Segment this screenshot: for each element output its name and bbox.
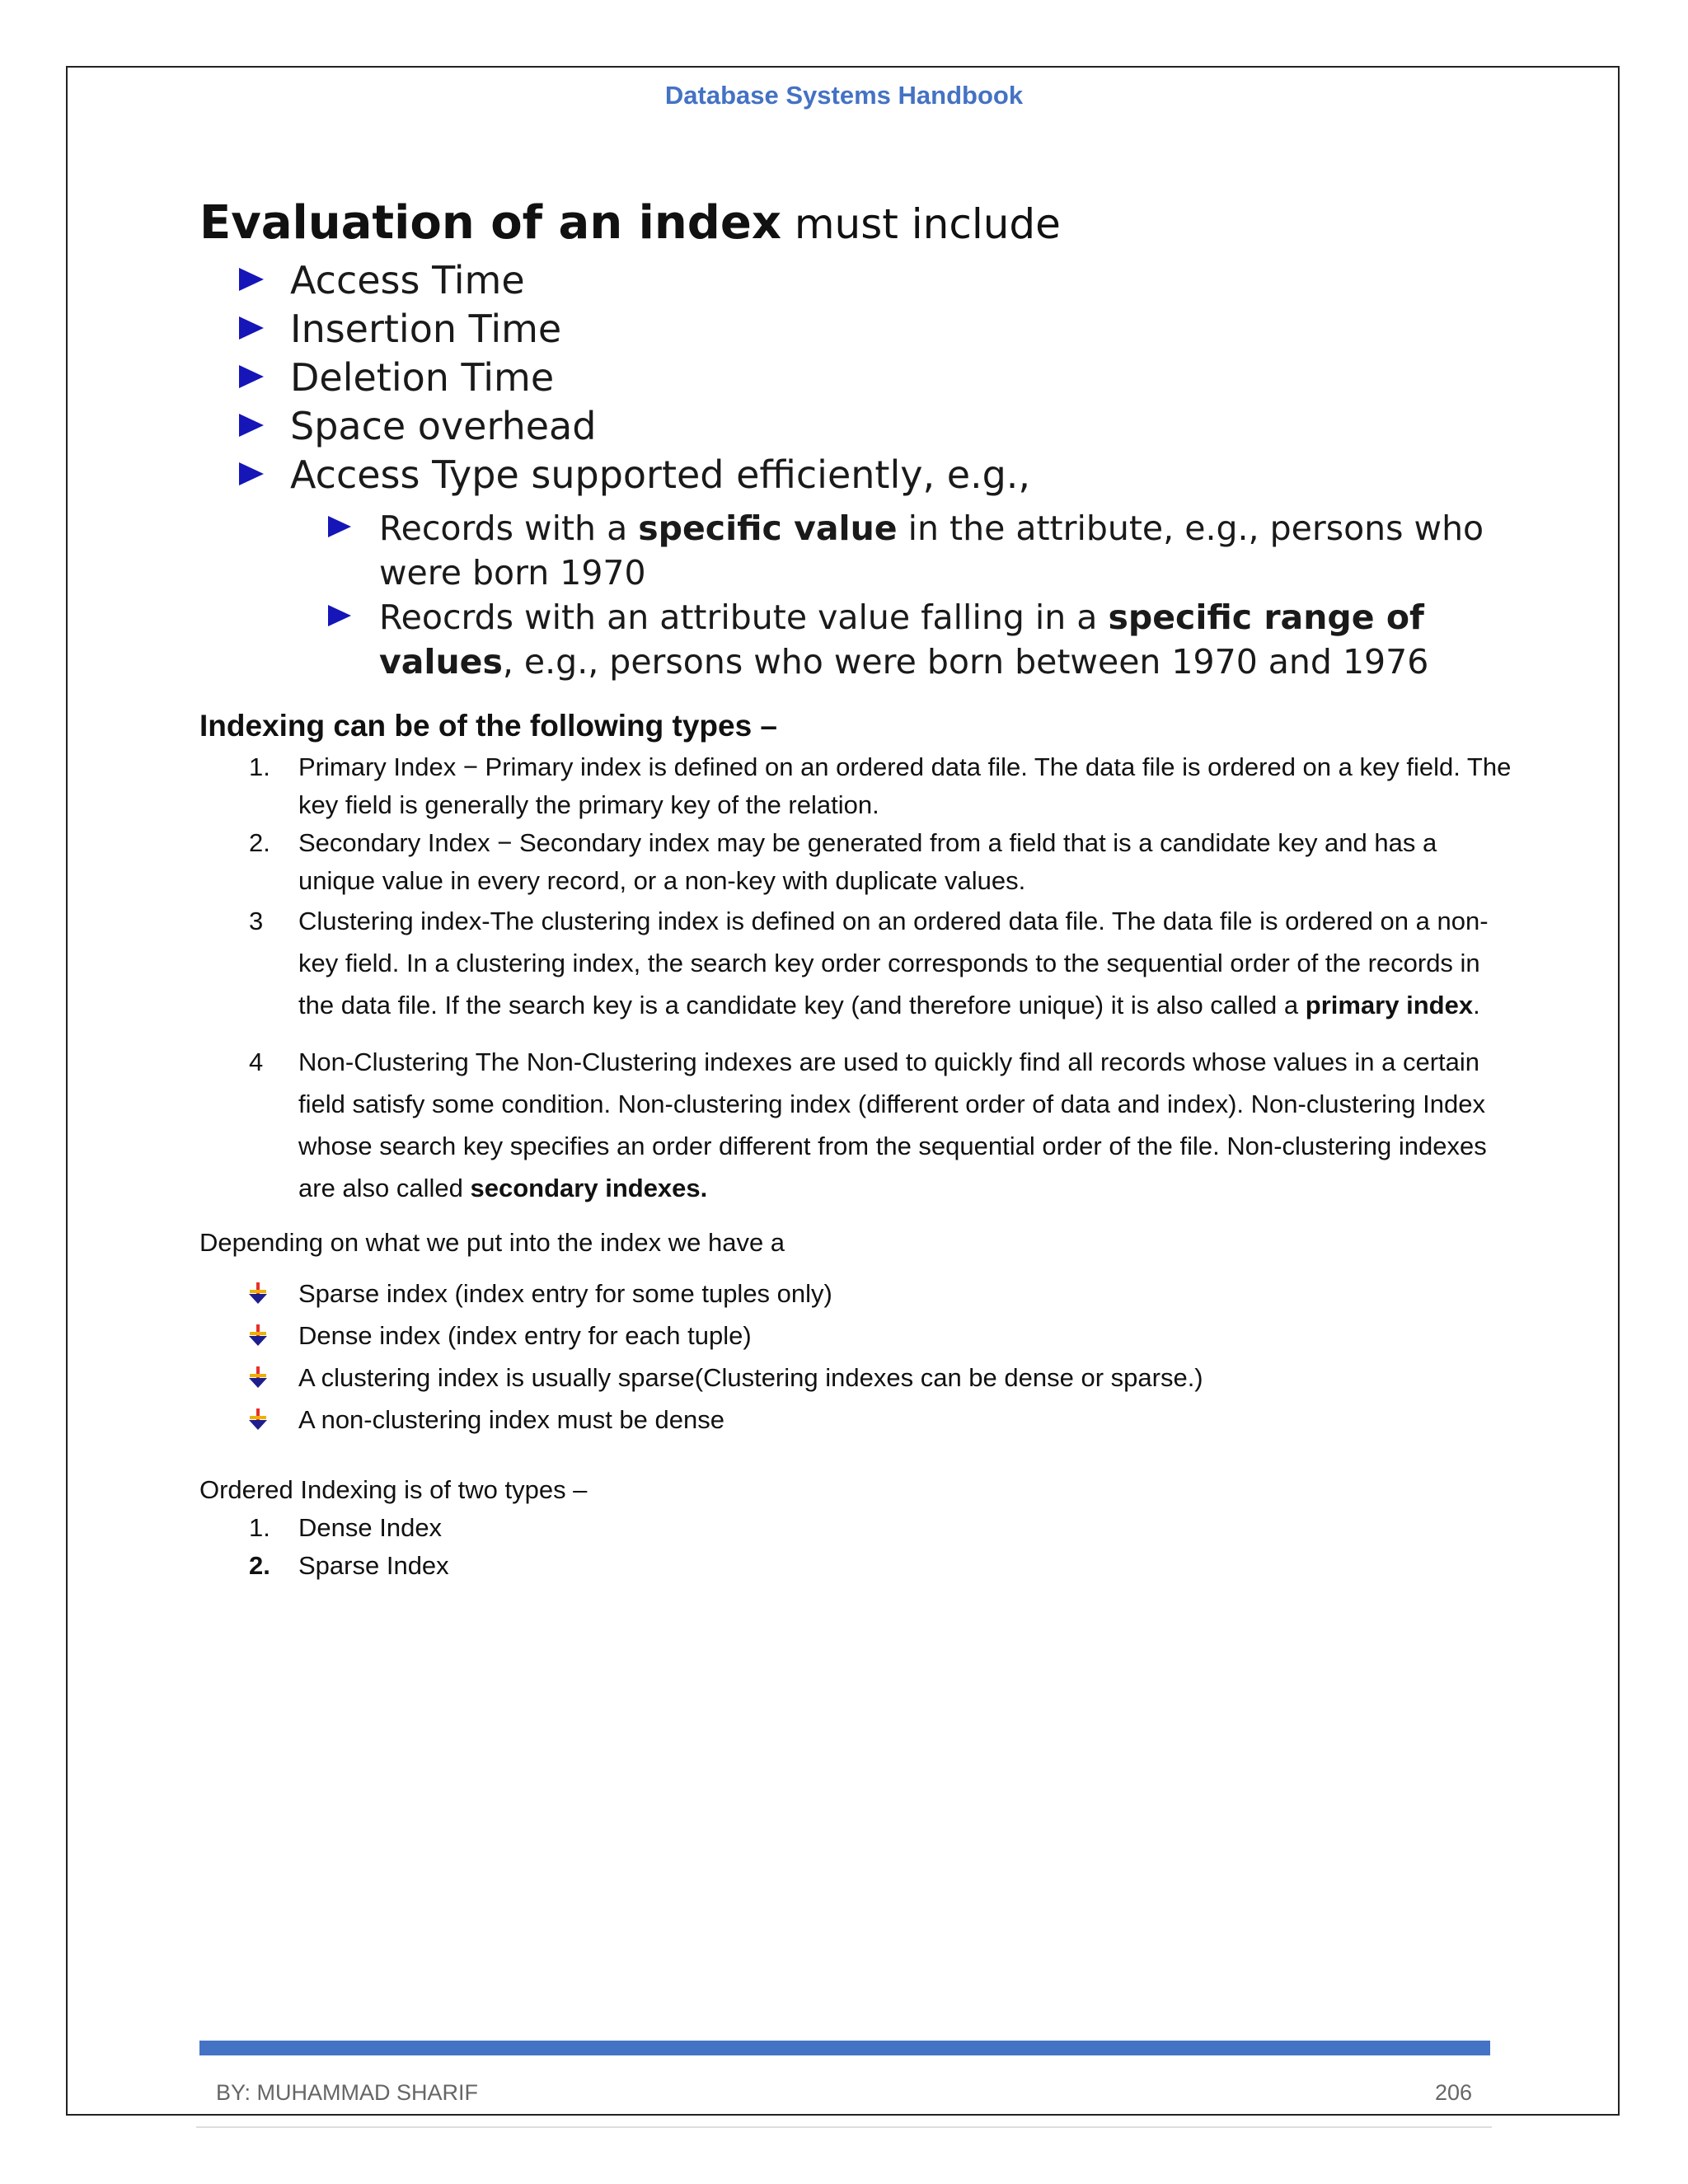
sub-item-text: Reocrds with an attribute value falling in a [379,598,1109,637]
slide-title [199,191,1493,256]
list-item-text: Deletion Time [290,355,555,400]
page-number: 206 [1434,2080,1472,2105]
bullet-text: Sparse index (index entry for some tuples only) [298,1279,832,1308]
slide-title-rest: must include [781,200,1061,248]
evaluation-list [199,256,1493,684]
down-arrow-icon [247,1366,269,1388]
bullet-text: A clustering index is usually sparse(Clustering indexes can be dense or sparse.) [298,1363,1203,1392]
footer-author: BY: MUHAMMAD SHARIF [216,2080,479,2105]
triangle-bullet-icon [239,414,264,437]
sub-list-item [199,506,1493,595]
indexing-types-section [199,709,1518,1209]
item-text: Non-Clustering The Non-Clustering indexes are used to quickly find all records whose values in a certain field satisfy some condition. Non-clustering index (different order of data and index). Non-clustering Index whose search key specifies an order different from the sequential order of the file. Non-clustering indexes are also called [298,1047,1487,1202]
paragraph: Depending on what we put into the index we have a [199,1228,785,1257]
footer-rule [196,2126,1492,2128]
item-bold: primary index [1305,991,1474,1019]
bullet-item [199,1357,1518,1399]
sub-item-text: Records with a [379,509,639,548]
item-text: Primary Index − Primary index is defined on an ordered data file. The data file is ordered on a key field. The key field is generally the primary key of the relation. [298,752,1512,819]
list-item-text: Space overhead [290,404,597,448]
down-arrow-icon [247,1282,269,1304]
access-type-sublist [199,506,1493,684]
down-arrow-icon [247,1408,269,1430]
list-item [199,402,1493,451]
sub-item-text: , e.g., persons who were born between 1970 and 1976 [502,642,1429,682]
sub-item-text: in the attribute, e.g., persons who were born 1970 [379,509,1484,593]
item-text: . [1473,991,1480,1019]
bullet-item [199,1272,1518,1315]
item-number: 2. [249,828,270,857]
triangle-bullet-icon [239,365,264,388]
footer-bar [199,2041,1490,2055]
item-text: Clustering index-The clustering index is defined on an ordered data file. The data file is ordered on a non-key field. In a clustering index, the search key order corresponds to the sequential order of the records in the data file. If the search key is a candidate key (and therefore unique) it is also called a [298,907,1489,1019]
sub-item-bold: specific value [638,509,898,548]
sub-item-bold: specific range of values [379,598,1424,682]
paragraph: Ordered Indexing is of two types – [199,1475,588,1504]
triangle-bullet-icon [239,462,264,485]
index-content-section [199,1228,1518,1441]
numbered-item [199,748,1518,824]
triangle-bullet-icon [328,605,351,626]
item-text: Secondary Index − Secondary index may be generated from a field that is a candidate key and has a unique value in every record, or a non-key with duplicate values. [298,828,1437,895]
list-item-text: Access Time [290,258,525,302]
numbered-item [199,1547,1518,1585]
list-item [199,451,1493,684]
list-item-text: Access Type supported efficiently, e.g., [290,452,1031,497]
item-number: 1. [249,752,270,781]
item-number: 3 [249,907,264,935]
item-text: Sparse Index [298,1551,449,1580]
item-number: 1. [249,1513,270,1542]
down-arrow-icon [247,1324,269,1346]
list-item-text: Insertion Time [290,307,562,351]
list-item [199,256,1493,305]
triangle-bullet-icon [239,268,264,291]
ordered-indexing-section [199,1471,1518,1585]
triangle-bullet-icon [239,316,264,340]
item-bold: secondary indexes. [470,1174,708,1202]
section-heading: Indexing can be of the following types – [199,709,778,743]
triangle-bullet-icon [328,516,351,537]
bullet-text: A non-clustering index must be dense [298,1405,724,1434]
numbered-item [199,900,1518,1026]
slide-block [199,191,1493,684]
list-item [199,305,1493,354]
slide-title-bold: Evaluation of an index [199,196,781,250]
running-header: Database Systems Handbook [664,81,1024,110]
numbered-item [199,1041,1518,1209]
item-text: Dense Index [298,1513,443,1542]
sub-list-item [199,595,1493,684]
item-number: 2. [249,1551,270,1580]
list-item [199,354,1493,402]
bullet-item [199,1315,1518,1357]
numbered-item [199,1509,1518,1547]
numbered-item [199,824,1518,900]
bullet-text: Dense index (index entry for each tuple) [298,1321,752,1350]
item-number: 4 [249,1047,264,1076]
bullet-item [199,1399,1518,1441]
